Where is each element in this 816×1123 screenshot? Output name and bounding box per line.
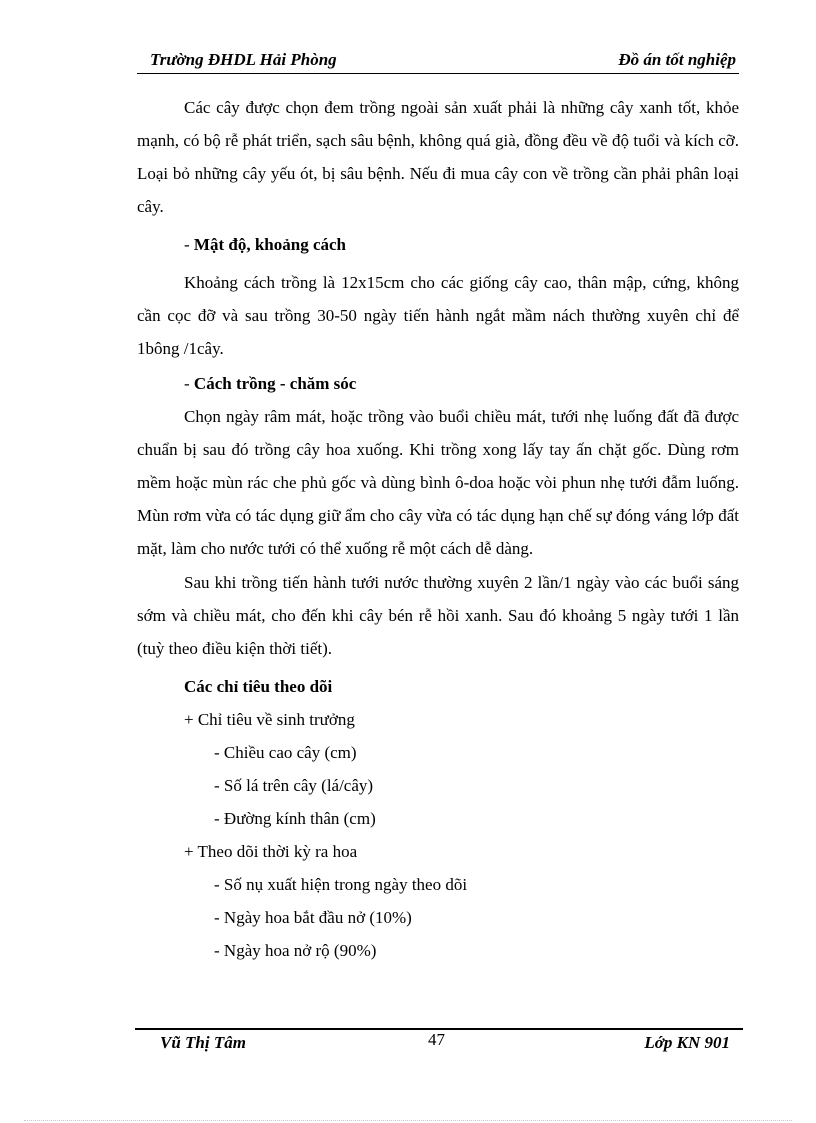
list-item: - Số lá trên cây (lá/cây): [214, 776, 374, 795]
page-bottom-border: [24, 1120, 792, 1121]
footer-author: Vũ Thị Tâm: [160, 1033, 246, 1052]
list-item: - Ngày hoa nở rộ (90%): [214, 941, 377, 960]
heading-prefix: -: [184, 374, 194, 393]
heading-density-spacing: [137, 228, 739, 261]
header-document-type: Đồ án tốt nghiệp: [618, 50, 736, 69]
list-item: - Ngày hoa bắt đầu nở (10%): [214, 908, 412, 927]
page-content: [137, 91, 739, 967]
list-item: - Đường kính thân (cm): [214, 809, 376, 828]
header-school: Trường ĐHDL Hải Phòng: [150, 50, 337, 69]
heading-indicators: Các chỉ tiêu theo dõi: [184, 677, 333, 696]
page-number: 47: [428, 1030, 445, 1049]
group-flowering-title: + Theo dõi thời kỳ ra hoa: [184, 842, 358, 861]
heading-text: Mật độ, khoảng cách: [193, 235, 346, 254]
heading-planting-care: [137, 367, 739, 400]
heading-text: Cách trồng - chăm sóc: [193, 374, 357, 393]
list-item: - Số nụ xuất hiện trong ngày theo dõi: [214, 875, 468, 894]
footer-class: Lớp KN 901: [644, 1033, 730, 1052]
heading-prefix: -: [184, 235, 194, 254]
list-item: - Chiều cao cây (cm): [214, 743, 357, 762]
header-rule: [137, 73, 739, 74]
paragraph-planting: Chọn ngày râm mát, hoặc trồng vào buổi chiều mát, tưới nhẹ luống đất đã được chuẩn bị sau đó trồng cây hoa xuống. Khi trồng xong lấy tay ấn chặt gốc. Dùng rơm mềm hoặc mùn rác che phủ gốc và dùng bình ô-doa hoặc vòi phun nhẹ tưới đẫm luống. Mùn rơm vừa có tác dụng giữ ẩm cho cây vừa có tác dụng hạn chế sự đóng váng lớp đất mặt, làm cho nước tưới có thể xuống rễ một cách dễ dàng.: [137, 407, 739, 558]
paragraph-spacing: Khoảng cách trồng là 12x15cm cho các giống cây cao, thân mập, cứng, không cần cọc đỡ và sau trồng 30-50 ngày tiến hành ngắt mầm nách thường xuyên chỉ để 1bông /1cây.: [137, 273, 739, 358]
group-growth-title: + Chỉ tiêu về sinh trưởng: [184, 710, 355, 729]
paragraph-watering: Sau khi trồng tiến hành tưới nước thường xuyên 2 lần/1 ngày vào các buổi sáng sớm và chiều mát, cho đến khi cây bén rễ hồi xanh. Sau đó khoảng 5 ngày tưới 1 lần (tuỳ theo điều kiện thời tiết).: [137, 573, 739, 658]
paragraph-seedling-selection: Các cây được chọn đem trồng ngoài sản xuất phải là những cây xanh tốt, khỏe mạnh, có bộ rễ phát triển, sạch sâu bệnh, không quá già, đồng đều về độ tuổi và kích cỡ. Loại bỏ những cây yếu ót, bị sâu bệnh. Nếu đi mua cây con về trồng cần phải phân loại cây.: [137, 98, 739, 216]
